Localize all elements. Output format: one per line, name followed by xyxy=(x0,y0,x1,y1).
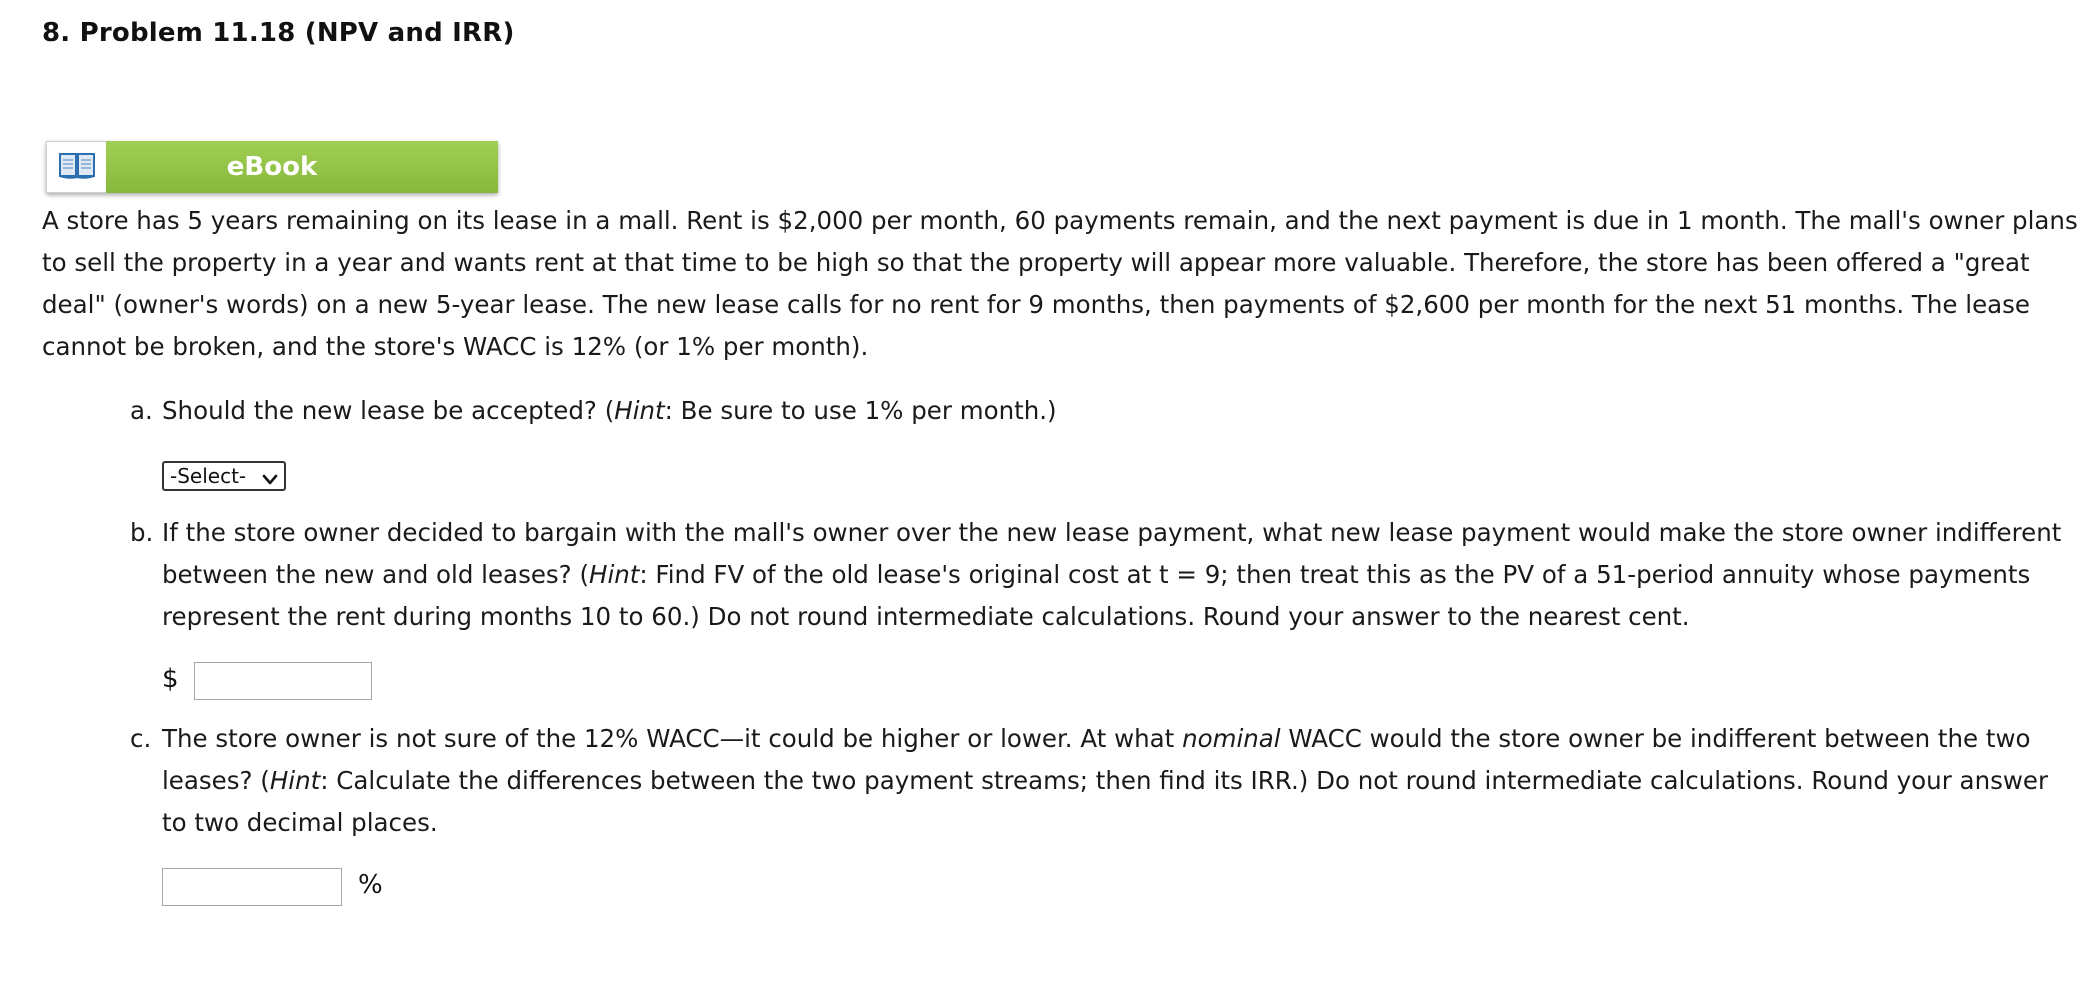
answer-a-select[interactable] xyxy=(162,461,286,491)
ebook-label: eBook xyxy=(106,141,498,193)
problem-title: 8. Problem 11.18 (NPV and IRR) xyxy=(42,18,515,48)
question-b xyxy=(130,512,2080,638)
question-c xyxy=(130,718,2080,844)
question-b-letter: b. xyxy=(130,518,154,547)
question-a-letter: a. xyxy=(130,396,153,425)
question-a-text-before: Should the new lease be accepted? ( xyxy=(162,396,615,425)
question-c-text-middle: WACC would the store owner be indifferent between the two leases? ( xyxy=(162,724,2031,795)
problem-statement: A store has 5 years remaining on its lease in a mall. Rent is $2,000 per month, 60 payments remain, and the next payment is due in 1 month. The mall's owner plans to sell the property in a year and wants rent at that time to be high so that the property will appear more valuable. Therefore, the store has been offered a "great deal" (owner's words) on a new 5-year lease. The new lease calls for no rent for 9 months, then payments of $2,600 per month for the next 51 months. The lease cannot be broken, and the store's WACC is 12% (or 1% per month). xyxy=(42,206,2078,361)
question-b-text-after: : Find FV of the old lease's original cost at t = 9; then treat this as the PV of a 51-period annuity whose payments represent the rent during months 10 to 60.) Do not round intermediate calculations. Round your answer to the nearest cent. xyxy=(162,560,2031,631)
question-c-text xyxy=(162,718,2080,844)
percent-sign: % xyxy=(358,870,383,900)
dollar-sign: $ xyxy=(162,664,179,694)
ebook-icon-box xyxy=(46,141,106,193)
chevron-down-icon xyxy=(262,468,278,492)
question-c-hint-word: Hint xyxy=(269,766,321,795)
question-b-text-before: If the store owner decided to bargain with the mall's owner over the new lease payment, what new lease payment would make the store owner indifferent between the new and old leases? ( xyxy=(162,518,2062,589)
question-b-text xyxy=(162,512,2080,638)
answer-b-input[interactable] xyxy=(194,662,372,700)
ebook-button[interactable] xyxy=(46,141,498,193)
question-c-letter: c. xyxy=(130,724,152,753)
question-a xyxy=(130,390,2080,432)
question-c-text-before: The store owner is not sure of the 12% WACC—it could be higher or lower. At what xyxy=(162,724,1183,753)
answer-c-input[interactable] xyxy=(162,868,342,906)
open-book-icon xyxy=(58,150,96,184)
question-a-text-after: : Be sure to use 1% per month.) xyxy=(664,396,1057,425)
question-a-text xyxy=(162,390,2080,432)
question-c-text-after: : Calculate the differences between the two payment streams; then find its IRR.) Do not round intermediate calculations. Round your answer to two decimal places. xyxy=(162,766,2049,837)
answer-a-select-value: -Select- xyxy=(170,464,247,488)
question-a-hint-word: Hint xyxy=(614,396,665,425)
question-b-hint-word: Hint xyxy=(589,560,640,589)
question-c-nominal-word: nominal xyxy=(1182,724,1281,753)
